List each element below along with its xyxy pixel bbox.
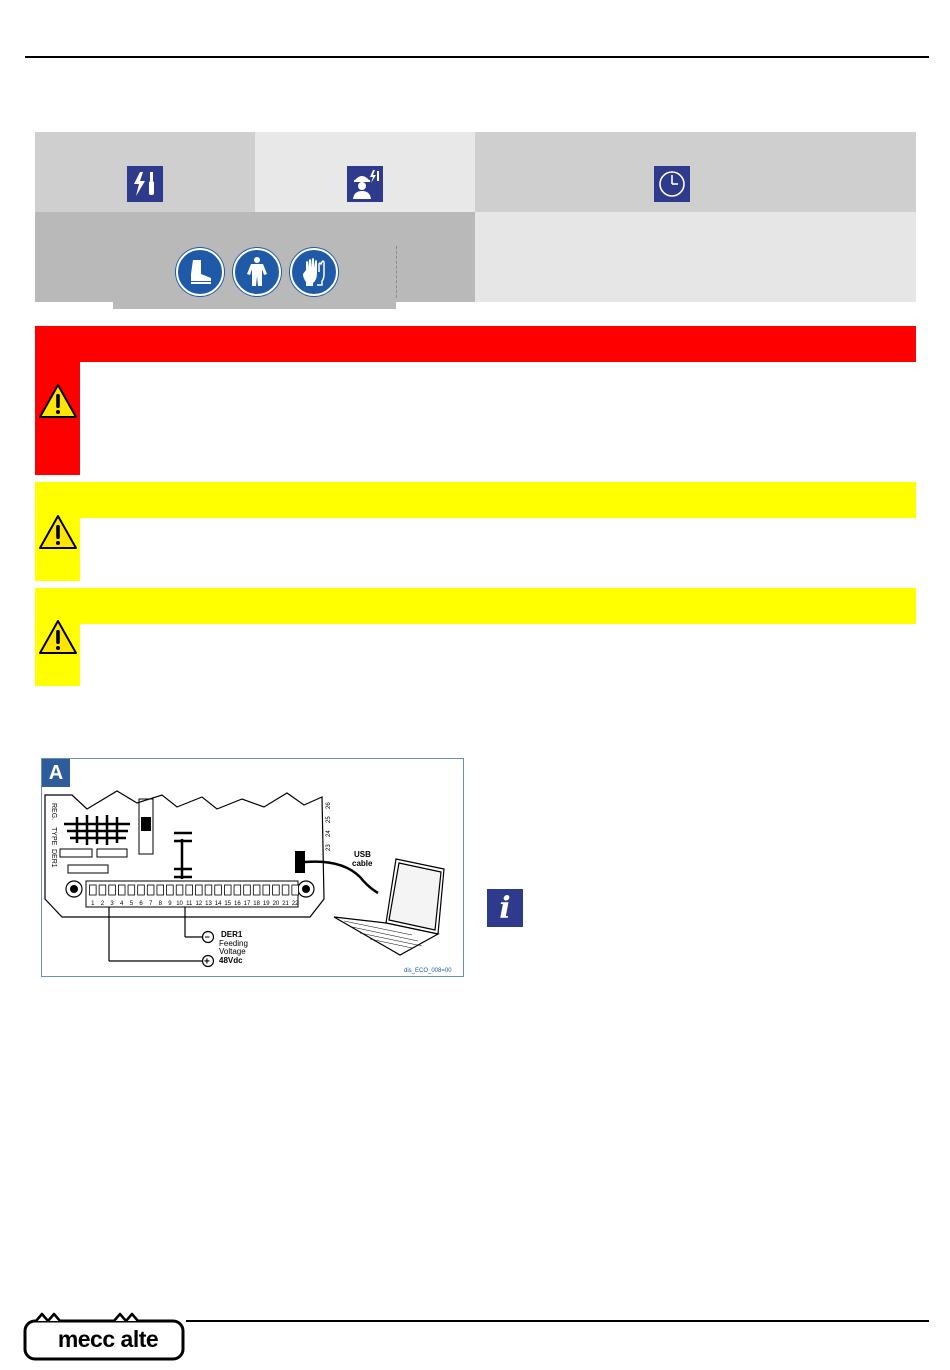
terminal-number-6: 6 — [139, 901, 143, 907]
terminal-11 — [186, 885, 193, 895]
top-terminal-labels — [326, 802, 332, 851]
terminal-14 — [215, 885, 222, 895]
wiring-diagram — [41, 758, 464, 977]
qualified-electrician-icon — [347, 166, 383, 202]
terminal-number-12: 12 — [195, 901, 203, 907]
terminal-21 — [282, 885, 289, 895]
ppe-separator — [396, 246, 397, 298]
terminal-number-1: 1 — [91, 901, 95, 907]
laptop-illustration — [334, 859, 444, 955]
terminal-16 — [234, 885, 241, 895]
safety-boots-icon — [176, 248, 224, 296]
terminal-number-20: 20 — [272, 901, 280, 907]
caution-bar-1 — [80, 482, 916, 518]
terminal-5 — [128, 885, 135, 895]
terminal-12 — [196, 885, 203, 895]
terminal-number-11: 11 — [186, 901, 193, 907]
clock-icon — [654, 166, 690, 202]
caution-side-2 — [35, 588, 80, 686]
danger-side — [35, 326, 80, 475]
usb-connector — [295, 851, 305, 873]
terminal-number-3: 3 — [110, 901, 114, 907]
terminal-number-7: 7 — [148, 901, 153, 907]
top-terminal-24: 24 — [326, 830, 332, 837]
protective-overalls-icon — [233, 248, 281, 296]
terminal-4 — [118, 885, 125, 895]
terminal-13 — [205, 885, 212, 895]
caution-side-1 — [35, 482, 80, 581]
footer-rule — [186, 1320, 929, 1322]
terminal-8 — [157, 885, 164, 895]
terminal-number-14: 14 — [214, 901, 222, 907]
terminal-number-19: 19 — [262, 901, 270, 907]
voltage-label: Voltage — [219, 947, 246, 956]
warning-triangle-icon — [38, 383, 78, 419]
cable-label: cable — [352, 859, 373, 868]
terminal-number-21: 21 — [282, 901, 289, 907]
terminal-numbers — [91, 901, 299, 907]
terminal-number-9: 9 — [168, 901, 172, 907]
side-label-reg: REG. — [50, 803, 57, 821]
terminal-number-4: 4 — [120, 901, 124, 907]
side-labels — [50, 803, 57, 868]
terminal-number-2: 2 — [100, 901, 105, 907]
top-terminal-26: 26 — [326, 802, 332, 809]
electrical-tools-icon — [127, 166, 163, 202]
terminal-10 — [176, 885, 183, 895]
terminal-number-15: 15 — [224, 901, 232, 907]
side-label-type: TYPE — [50, 827, 57, 846]
terminal-number-13: 13 — [205, 901, 212, 907]
terminal-number-22: 22 — [291, 901, 299, 907]
terminal-15 — [224, 885, 231, 895]
terminal-number-17: 17 — [243, 901, 251, 907]
usb-label: USB — [354, 850, 371, 859]
terminal-17 — [244, 885, 251, 895]
vdc-label: 48Vdc — [219, 956, 243, 965]
warning-triangle-icon — [38, 514, 78, 550]
side-label-der1: DER1 — [50, 849, 57, 868]
terminal-6 — [138, 885, 145, 895]
info-icon: i — [487, 889, 523, 927]
terminal-7 — [147, 885, 154, 895]
time-value-cell — [475, 212, 916, 302]
logo-text: mecc alte — [57, 1326, 159, 1352]
terminal-1 — [90, 885, 97, 895]
protective-gloves-icon — [290, 248, 338, 296]
terminal-18 — [253, 885, 260, 895]
caution-bar-2 — [80, 588, 916, 624]
header-cell-time — [475, 132, 916, 212]
minus-sign: − — [204, 932, 210, 942]
plus-sign: + — [204, 956, 210, 968]
drawing-code: dis_ECO_008=00 — [404, 968, 452, 974]
warning-triangle-icon — [38, 619, 78, 655]
terminal-22 — [292, 885, 299, 895]
terminal-number-16: 16 — [234, 901, 241, 907]
terminal-19 — [263, 885, 270, 895]
terminal-number-10: 10 — [176, 901, 183, 907]
header-rule — [25, 56, 929, 58]
ppe-cell-extension — [113, 300, 396, 309]
figure-label: A — [42, 759, 70, 787]
top-terminal-23: 23 — [326, 844, 332, 851]
terminal-number-8: 8 — [158, 901, 162, 907]
terminal-number-5: 5 — [129, 901, 134, 907]
terminal-9 — [167, 885, 174, 895]
danger-bar — [80, 326, 916, 362]
feeding-label: Feeding — [219, 939, 248, 948]
terminal-20 — [273, 885, 280, 895]
terminal-number-18: 18 — [253, 901, 260, 907]
terminal-3 — [109, 885, 116, 895]
der-label: DER1 — [221, 930, 243, 939]
top-terminal-25: 25 — [326, 816, 332, 823]
terminal-2 — [99, 885, 106, 895]
